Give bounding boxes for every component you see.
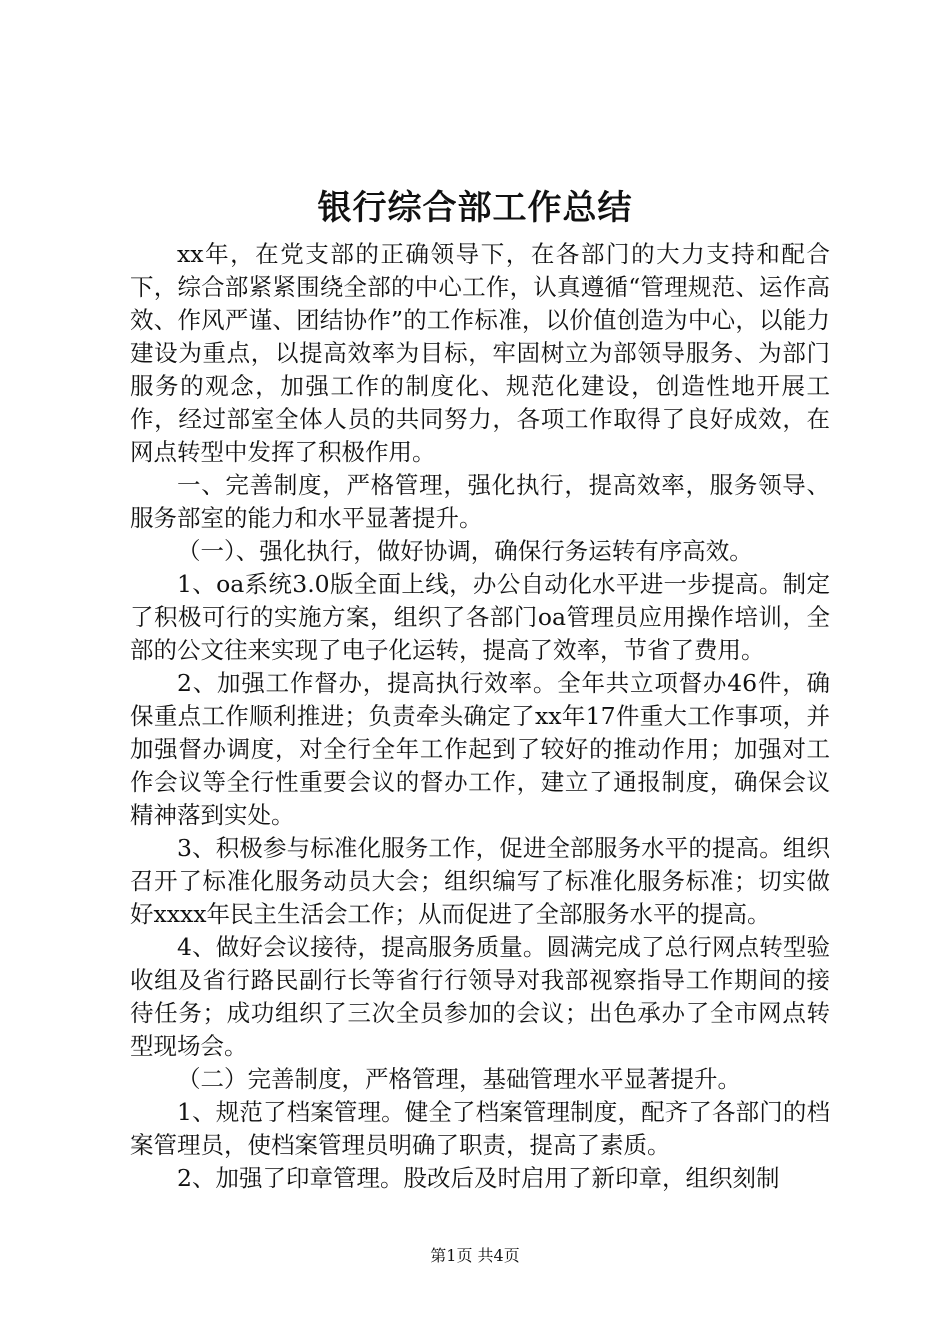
paragraph-subsection-2-heading: （二）完善制度，严格管理，基础管理水平显著提升。 <box>177 1065 741 1093</box>
paragraph-item-4-meetings: 4、做好会议接待，提高服务质量。圆满完成了总行网点转型验收组及省行路民副行长等省行行领导对我部视察指导工作期间的接待任务；成功组织了三次全员参加的会议；出色承办了全市网点转型现场会。 <box>130 933 830 1060</box>
paragraph-item-3-standardization: 3、积极参与标准化服务工作，促进全部服务水平的提高。组织召开了标准化服务动员大会；组织编写了标准化服务标准；切实做好xxxx年民主生活会工作；从而促进了全部服务水平的提高。 <box>130 834 830 928</box>
paragraph-item-1-oa: 1、oa系统3.0版全面上线，办公自动化水平进一步提高。制定了积极可行的实施方案，组织了各部门oa管理员应用操作培训，全部的公文往来实现了电子化运转，提高了效率，节省了费用。 <box>130 570 830 664</box>
paragraph-intro: xx年，在党支部的正确领导下，在各部门的大力支持和配合下，综合部紧紧围绕全部的中心工作，认真遵循“管理规范、运作高效、作风严谨、团结协作”的工作标准，以价值创造为中心，以能力建设为重点，以提高效率为目标，牢固树立为部领导服务、为部门服务的观念，加强工作的制度化、规范化建设，创造性地开展工作，经过部室全体人员的共同努力，各项工作取得了良好成效，在网点转型中发挥了积极作用。 <box>130 240 830 466</box>
paragraph-item-archives: 1、规范了档案管理。健全了档案管理制度，配齐了各部门的档案管理员，使档案管理员明确了职责，提高了素质。 <box>130 1098 830 1159</box>
document-body <box>130 238 830 1195</box>
paragraph-subsection-1-heading: （一）、强化执行，做好协调，确保行务运转有序高效。 <box>177 537 753 565</box>
paragraph-item-seals: 2、加强了印章管理。股改后及时启用了新印章，组织刻制 <box>177 1164 780 1192</box>
paragraph-section-1-heading: 一、完善制度，严格管理，强化执行，提高效率，服务领导、服务部室的能力和水平显著提升。 <box>130 471 830 532</box>
document-title: 银行综合部工作总结 <box>317 188 633 228</box>
page-number-footer: 第1页 共4页 <box>430 1246 520 1265</box>
paragraph-item-2-supervision: 2、加强工作督办，提高执行效率。全年共立项督办46件，确保重点工作顺利推进；负责牵头确定了xx年17件重大工作事项，并加强督办调度，对全行全年工作起到了较好的推动作用；加强对工作会议等全行性重要会议的督办工作，建立了通报制度，确保会议精神落到实处。 <box>130 669 830 829</box>
